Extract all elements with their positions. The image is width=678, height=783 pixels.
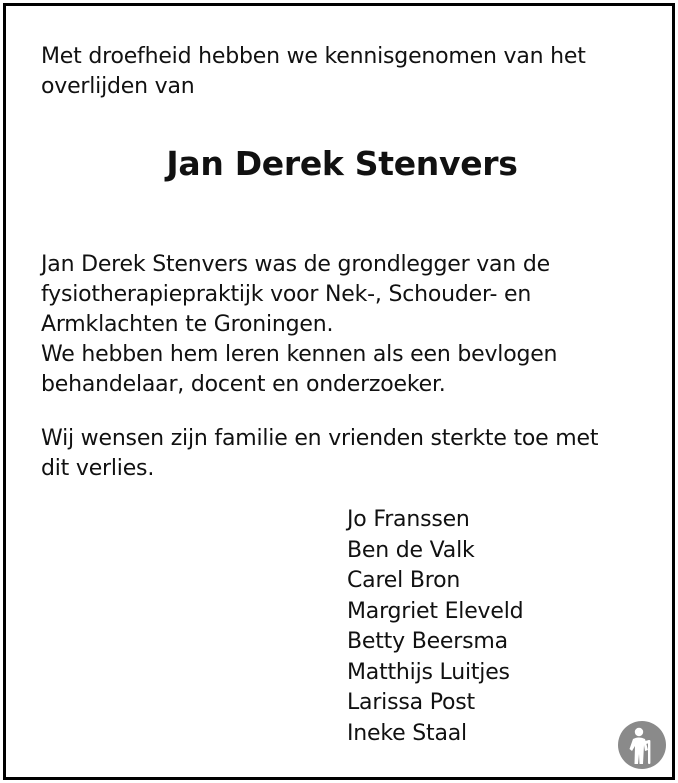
signer-name: Ben de Valk	[347, 537, 475, 563]
tribute-line: Jan Derek Stenvers was de grondlegger van de	[41, 252, 550, 277]
condolence-line: dit verlies.	[41, 456, 155, 481]
signer-name: Matthijs Luitjes	[347, 659, 510, 685]
signer-name: Margriet Eleveld	[347, 598, 524, 624]
tribute-line: fysiotherapiepraktijk voor Nek-, Schouder- en	[41, 282, 532, 307]
intro-text	[41, 42, 641, 102]
signer-name: Jo Franssen	[347, 507, 470, 532]
signer-name: Carel Bron	[347, 568, 461, 593]
intro-line: Met droefheid hebben we kennisgenomen van het	[41, 44, 586, 69]
tribute-line: We hebben hem leren kennen als een bevlogen	[41, 342, 558, 367]
intro-line: overlijden van	[41, 74, 195, 99]
signers-list	[347, 505, 523, 749]
memorial-figure-icon	[617, 720, 667, 770]
deceased-name: Jan Derek Stenvers	[166, 144, 518, 183]
condolence-line: Wij wensen zijn familie en vrienden sterkte toe met	[41, 426, 599, 451]
tribute-paragraph	[41, 250, 651, 400]
signer-name: Larissa Post	[347, 690, 475, 715]
tribute-line: behandelaar, docent en onderzoeker.	[41, 372, 446, 397]
obituary-notice-frame	[3, 3, 675, 780]
tribute-line: Armklachten te Groningen.	[41, 312, 334, 337]
signer-name: Ineke Staal	[347, 720, 467, 746]
condolence-paragraph	[41, 424, 651, 484]
signer-name: Betty Beersma	[347, 629, 508, 654]
